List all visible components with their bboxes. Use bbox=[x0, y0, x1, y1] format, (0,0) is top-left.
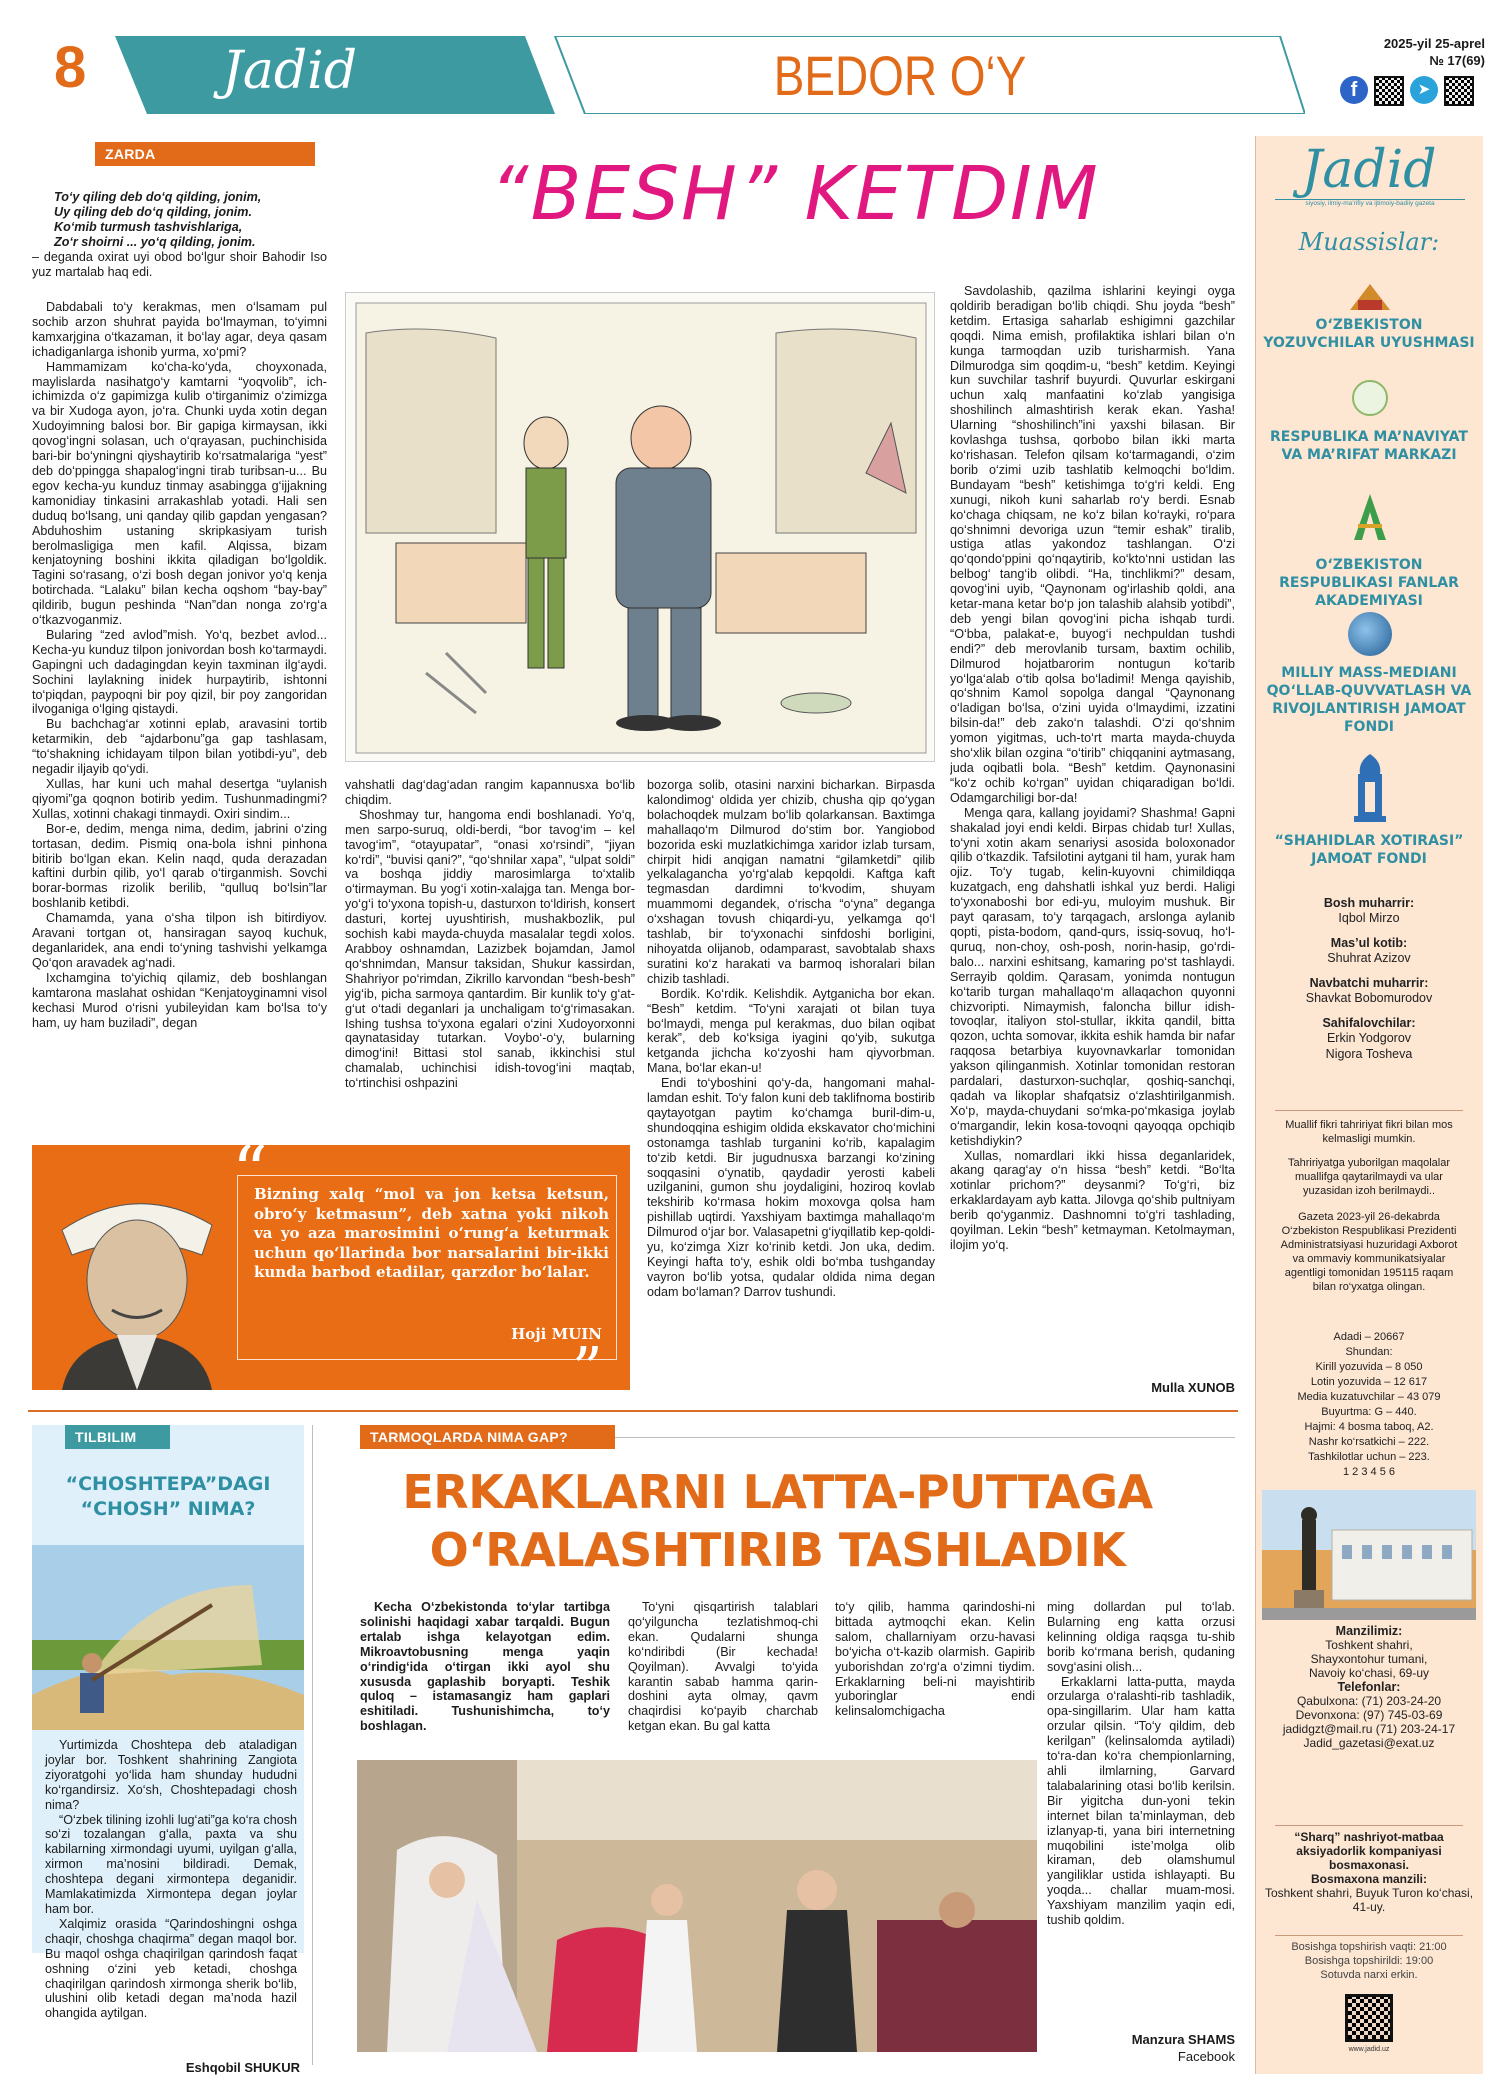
notice-materials: Tahririyatga yuborilgan maqolalar muallifga qaytarilmaydi va ular yuzasidan izoh berilmaydi.. bbox=[1287, 1157, 1451, 1197]
registration-info: Gazeta 2023-yil 26-dekabrda O‘zbekiston Respublikasi Prezidenti Administratsiyasi huzuridagi Axborot va ommaviy kommunikatsiyalar agentligi tomonidan 195115 raqam bilan ro‘yxatga olingan. bbox=[1280, 1211, 1458, 1293]
divider bbox=[615, 1437, 1235, 1438]
header-social-icons bbox=[1340, 76, 1474, 106]
wedding-photo bbox=[357, 1760, 1037, 2052]
qr-code-icon bbox=[1374, 76, 1404, 106]
wheat-photo bbox=[32, 1545, 304, 1730]
quote-open-icon: “ bbox=[232, 1131, 268, 1213]
section-title: BEDOR O‘Y bbox=[773, 44, 1027, 107]
cartoon-illustration bbox=[345, 292, 935, 762]
tarmoq-column-3: to‘y qilib, hamma qarindoshi-ni bittada aytmoqchi ekan. Kelin salom, challarniyam orzu-havasi bo‘yicha o‘t-kazib olarmish. Gapirib yuborishdan zo‘rg‘a o‘zimni tiydim. Erkaklarning beli-ni mayishtirib yuboringlar endi kelinsalomchigacha bbox=[835, 1600, 1035, 1719]
tarmoq-headline: ERKAKLARNI LATTA-PUTTAGA O‘RALASHTIRIB TASHLADIK bbox=[402, 1465, 1153, 1577]
zarda-column-4: Savdolashib, qazilma ishlarini keyingi oyga qoldirib beradigan bo‘lib chiqdi. Shu joyda “besh” ketdim. Ertasiga saharlab eshigimni gazchilar qoqdi. Nima emish, profilaktika ishlari bilan o‘n kunga tarmoqdan uzib turisharmish. Yana Dilmurodga sim qoqdim-u, “besh” ketdim. Keyingi kun suvchilar tashrif buyurdi. Quvurlar eskirgani uchun xalq manfaatini ko‘zlab yangisiga shoshilinch almashtirish kerak ekan. Yasha! Ularning “shoshilinch”ini yaxshi bilasan. Bir kovlashga tushsa, qorbobo bilan ikki marta ko‘rishasan. Telefon qilsam ko‘tarmagandi, o‘zim borib o‘zimi uzib tashlatib kelmoqchi bo‘ldim. Bundayam “besh” ketishimga to‘g‘ri keldi. Eng xunugi, nikoh kuni saharlab ro‘y berdi. Esnab ko‘chaga chiqsam, ne ko‘z bilan ko‘rayki, ro‘para qo‘shnimni devoriga uzun “temir eshak” tiralib, ustiga atlas yakondoz tashlangan. O‘zi qo‘qondo‘ppini qo‘nqaytirib, ko‘kto‘nni ustidan las belbog‘ tang‘ib olibdi. “Ha, tinchlikmi?” desam, qovog‘ini uyib, “Qaynonam og‘irlashib qoldi, ana ketar-mana ketar bo‘p jon talashib alahsib yotibdi”, deb yengi bilan qovog‘ini picha ishqab turdi. “O‘bba, palakat-e, buyog‘i nechpuldan tushdi endi?” deb merovlanib tursam, baxtim ochilib, Dilmurod hojatbarorim nontugun ko‘tarib yo‘lga‘alab o‘tib qolsa bo‘ladimi! Menga qayishib, qo‘shnim Kamol sopolga dangal “Qaynonang o‘ladigan bo‘lsa, o‘zini uyida o‘lmaydimi, izzatini bilsin-da!” deb zako‘n talashdi. O‘zi qo‘shnim yomon yigitmas, uch-to‘rt marta mayda-chuyda sho‘xlik bilan ozgina “o‘tirib” chiqqanini aytmasang, juda oqibatli bola. “Besh” ketdim. Qaynonasini “ko‘z ochib ko‘rgan” uyidan chiqaradigan bo‘ldi. Odamgarchiligi bor-da! Menga qara, kallang joyidami? Shashma! Gapni shakalad joyi endi keldi. Birpas chidab tur! Xullas, to‘yni xotin akam senariysi asosida boloxonador qilib o‘tkazdik. Tafsilotini aytgani til ham, yurak ham ojiz. To‘y tugab, kelin-kuyovni chimildiqqa kuzatgach, eng dahshatli ishkal yuz berdi. Haligi to‘yxonaboshi bor edi-yu, muloyim mushuk. Bir payt qarasam, to‘y tarqagach, arslonga aylanib qopti, pista-bodom, qand-qurs, issiq-sovuq, ho‘l-quruq, non-choy, osh-posh, norin-hasip, go‘rdi-balo... narxini eshitsang, kamaring po‘st tashlaydi. Serrayib qoldim. Qarasam, yonimda nontugun ko‘tarib turgan mahallaqo‘m allaqachon quyonni chizvoripti. Nimaymish, falonchа billur idish-tovoqlar, italiyon stol-stullar, ikkita qandil, bitta qozon, uchta somovar, ikkita eshik hamda bir nafar raqqosa betarbiya kuyovnavkarlar tomonidan yakson qilinganmish. Xotinlar tomonidan restoran pardalari, dasturxon-suchqlar, qoshiq-sanchqi, qadah va likoplar shafqatsiz o‘zlashtirilganmish. Xo‘p, mayda-chuydani so‘mka-po‘mkasiga joylab o‘margandir, lekin kosa-tovoqni qayoqqa opchiqib ketishdiykin? Xullas, nomardlari ikki hissa deganlaridek, akang qarag‘ay o‘n hissa “besh” ketdi. “Bo‘lta xotinlar prichom?” deysanmi? To‘g‘ri, biz erkaklardayam ayb katta. Jilovga qo‘shib pultniyam berib qo‘yganmiz. Dashnomni to‘g‘ri tashlading, qoyilman. Lekin “besh” ketmayman. Ketolmayman, ilojim yo‘q. bbox=[950, 284, 1235, 1252]
sidebar-logo: Jadid bbox=[1301, 140, 1437, 200]
notice-author-opinion: Muallif fikri tahririyat fikri bilan mos kelmasligi mumkin. bbox=[1285, 1119, 1453, 1145]
telegram-icon[interactable]: ➤ bbox=[1410, 76, 1438, 104]
page-number: 8 bbox=[54, 35, 87, 100]
circulation-stats: Adadi – 20667 Shundan: Kirill yozuvida – 8 050 Lotin yozuvida – 12 617 Media kuzatuvchilar – 43 079 Buyurtma: G – 440. Hajmi: 4 bosma taboq, A2. Nashr ko‘rsatkichi – 222. Tashkilotlar uchun – 223. 1 2 3 4 5 6 bbox=[1297, 1331, 1441, 1478]
tilbilim-headline: “CHOSHTEPA”DAGI “CHOSH” NIMA? bbox=[65, 1473, 271, 1520]
printer-block: “Sharq” nashriyot-matbaa aksiyadorlik kompaniyasi bosmaxonasi. Bosmaxona manzili: Toshkent shahri, Buyuk Turon ko‘chasi, 41-uy. bbox=[1264, 1830, 1474, 1914]
section-tag-zarda: ZARDA bbox=[95, 142, 315, 166]
tilbilim-body: Yurtimizda Choshtepa deb ataladigan joylar bor. Toshkent shahrining Zangiota ziyoratgohi yo‘lida ham shunday hududni ko‘rgandirsiz. Xo‘sh, Choshtepadagi chosh nima? “O‘zbek tilining izohli lug‘ati”ga ko‘ra chosh so‘zi tozalangan g‘alla, paxta va shu kabilarning xirmondagi uyumi, uyilgan g‘alla, xirmon ma’nosini bildiradi. Demak, choshtepa degani xirmontepa deganidir. Mamlakatimizda Xirmontepa degan joylar ham bor. Xalqimiz orasida “Qarindoshingni oshga chaqir, choshga chaqirma” degan maqol bor. Bu maqol oshga chaqirilgan qarindosh faqat oshning o‘zini yeb ketadi, choshga chaqirilgan qarindosh xirmonga sherik bo‘lib, ulushini olib ketadi degan ma’noda hazil ohangida aytilgan. bbox=[45, 1738, 297, 2021]
tilbilim-author: Eshqobil SHUKUR bbox=[185, 2060, 300, 2075]
contacts-block: Manzilimiz: Toshkent shahri, Shayxontohur tumani, Navoiy ko‘chasi, 69-uy Telefonlar: Qabulxona: (71) 203-24-20 Devonxona: (97) 745-03-69 jadidgzt@mail.ru (71) 203-24-17 Jadid_gazetasi@exat.uz bbox=[1282, 1624, 1456, 1750]
zarda-column-3: bozorga solib, otasini narxini bicharkan. Birpasda kalondimog‘ oldida yer chizib, chusha qip qo‘ygan bolachoqdek mulzam bo‘lib qolarkansan. Baxtimga mahallaqo‘m Dilmurod do‘stim bor. Yangiobod bozorida eski muzlatkichimga xaridor izlab tursam, chirpit hidi anqigan namatni “gilamketdi” qilib yelkalagancha yo‘rg‘alab kepqoldi. Kaftga kaft tegmasdan dardimni to‘kvodim, shuyam muammomi degandek, o‘rischa “o‘yna” deganga o‘xshagan tovush chiqardi-yu, yelkamga qo‘l tashlab, bir to‘yxonachi sinfdoshi borligini, nihoyatda olijanob, odamparast, savobtalab shaxs suratini ko‘z harakati va barmoq ishoralari bilan chizib tashladi. Bordik. Ko‘rdik. Kelishdik. Aytganicha bor ekan. “Besh” ketdim. “To‘yni xarajati ot bilan tuya bo‘lmaydi, menga pul kerakmas, duo bilan oqibat kerak”, deb ko‘ksiga iyagini qo‘yib, sukutga ketganda jichcha ko‘zyoshi ham qiyvorbman. Mana, bo‘lar ekan-u! Endi to‘yboshini qo‘y-da, hangomani mahal-lamdan eshit. To‘y falon kuni deb taklifnoma bostirib qaytayotgan paytim ko‘chamga buril-dim-u, shundoqqina eshigim oldida ekskavator cho‘michini ostonamga tashlab turganini ko‘rib, kapalagim to‘zib ketdi. Bir jugudnusxa barzangi ko‘zining soqqasini o‘ynatib, qaydadir yerosti kabeli uzilganini, gumon shu joydaligini, hoziroq kovlab tekshirib ko‘rmasa hokim moxovga qolsa ham pishillab uqtirdi. Yaxshiyam baxtimga mahallaqo‘m Dilmurod o‘jar bor. Valasapetni g‘iyqillatib kep-qoldi-yu, ko‘zimga Xizr ko‘rinib ketdi. Jon uka, dedim. Keyingi hafta to‘y, eshik oldi bo‘mba tushganday vayron bo‘lib yotsa, qudalar oldida nima degan odam bo‘laman? Darrov tushundi. bbox=[647, 778, 935, 1299]
qr-code-icon bbox=[1444, 76, 1474, 106]
divider bbox=[1275, 1935, 1463, 1936]
epigraph: To‘y qiling deb do‘q qilding, jonim, Uy qiling deb do‘q qilding, jonim. Ko‘mib turmush tashvishlariga, Zo‘r shoirni ... yo‘q qilding, jonim. bbox=[54, 190, 262, 249]
divider bbox=[1275, 1825, 1463, 1826]
epigraph-note: – deganda oxirat uyi obod bo‘lgur shoir Bahodir Iso yuz martalab haq edi. bbox=[32, 250, 327, 279]
facebook-icon[interactable]: f bbox=[1340, 76, 1368, 104]
founders-label: Muassislar: bbox=[1298, 228, 1440, 256]
issue-number: № 17(69) bbox=[1429, 53, 1485, 68]
divider bbox=[312, 1425, 313, 2065]
office-building-photo bbox=[1262, 1490, 1476, 1620]
zarda-column-2: vahshatli dag‘dag‘adan rangim kapannusxa bo‘lib chiqdim. Shoshmay tur, hangoma endi boshlanadi. Yo‘q, men sarpo-suruq, oldi-berdi, “bor tavog‘im – kel tavog‘im”, “otayupatar”, “onasi xo‘rsindi”, “jiyan ko‘rdi”, “buvisi qani?”, “qo‘shnilar xapa”, “ulpat soldi” va boshqa jiddiy marosimlarga to‘xtalib o‘tirmayman. Bu yog‘i xotin-xalajga tan. Menga bor-yo‘g‘i to‘yxona topish-u, dasturxon to‘ldirish, konsert dasturi, kortej uyushtirish, mushakbozlik, pul sochish kabi mayda-chuyda masalalar tegdi xolos. Arabboy oshnamdan, Lazizbek bojamdan, Jamol qo‘shnimdan, Mansur taksidan, Shukur kassirdan, Shahriyor po‘rimdan, Zikrillo karvondan “besh-besh” yig‘ib, picha sarmoya qantardim. Bir kunlik to‘y g‘at-g‘ut o‘tadi deganlari ja unchaligam to‘g‘rimasakan. Ishing tushsa to‘yxona egalari o‘zini Xudoyorxonni qaynatasiday tutarkan. Voybo‘-o‘y, bularning dimog‘ini! Bittasi stol sanab, ikkinchisi stul chamalab, uchinchisi idish-tovog‘ini maqtab, to‘rtinchisi oshpazini bbox=[345, 778, 635, 1091]
sidebar-tagline: siyosiy, ilmiy-ma’rifiy va ijtimoiy-badiiy gazeta bbox=[1275, 199, 1465, 207]
sidebar bbox=[1255, 136, 1483, 2074]
tarmoq-source: Facebook bbox=[1177, 2049, 1235, 2064]
founder-emblem-icon bbox=[1352, 752, 1388, 824]
zarda-column-1: Dabdabali to‘y kerakmas, men o‘lsamam pul sochib arzon shuhrat payida bo‘lmayman, to‘yimni kamxarjgina o‘tkazaman, it bo‘lay agar, deya qasam ichadiganlarga ishonib yurma, xo‘pmi? Hammamizam ko‘cha-ko‘yda, choyxonada, maylislarda nasihatgo‘y kamtarni “yoqvolib”, ich-ichimizda o‘z gapimizga kulib o‘tirganimiz o‘zimizga va bir Xudoga ayon, jo‘ra. Chunki uyda xotin degan Xudoyimning balosi bor. Bir gapiga kirmaysan, ikki qovog‘ingni solasan, uch o‘qrayasan, puchinchisida bari-bir bo‘yningni qiyshaytirib ko‘rsatmalariga “yest” deb do‘ppingga shapalog‘ingni tirab turibsan-u... Bu egov kecha-yu kunduz tinmay asabingga g‘ijjakning kamonidiay tinkasini arrakashlab yotadi. Hali sen duduq bo‘lsang, uni qanday qilib gapdan yengasan? Abduhoshim ustaning skripkasiyam turish berolmasligiga men kafil. Alqissa, bizam kenjatoyning boshini ikkita qiladigan bo‘lgoldik. Tagini so‘rasang, o‘zi bosh degan jonivor yo‘q kenja botirchada. “Lalaku” bilan kecha oqshom “bay-bay” qildirib, bugun peshinda “Nan”dan nonga zo‘rg‘a o‘tkazvoganmiz. Bularing “zed avlod”mish. Yo‘q, bezbet avlod... Kecha-yu kunduz tilpon jonivordan bosh ko‘tarmaydi. Gapingni uch dadagingdan keyin taxminan ilg‘aydi. Sochini laylakning inidek hurpaytirib, ishtonni to‘piqdan, paypoqni bir poy qizil, bir poy zangoridan ilvoganiga o‘lging qistaydi. Bu bachchag‘ar xotinni eplab, aravasini tortib ketarmikin, deb “ajdarbonu”ga gap tashlasam, “to‘shakning ichidayam tilpon bilan yotibdi-yu”, deb negadir iljayib qo‘ydi. Xullas, har kuni uch mahal desertga “uylanish qiyomi”ga qoqnon botirib yedim. Tushunmadingmi? Xullas, xotinni chakagi tinmaydi. Oxiri sindim... Bor-e, dedim, menga nima, dedim, jabrini o‘zing tortasan, dedim. Pismiq ona-bola ishni pinhona bitirib bo‘lgan ekan. Kelin naqd, quda derazadan kaftini durbin qilib, yo‘l qarab o‘tirganmish. Sovchi borar-bormas rizolik berilib, “qulluq bo‘lsin”lar boshlanib ketibdi. Chamamda, yana o‘sha tilpon ish bitirdiyov. Aravani tortgan ot, hansiragan sayoq kuchuk, deganlaridek, ana endi to‘yning tashvishi yelkamga Qo‘qon aravadek ag‘nadi. Ixchamgina to‘yichiq qilamiz, deb boshlangan kamtarona maslahat oshidan “Kenjatoyginamni visol kechasi Murod o‘risni yubileyidan kam bo‘lsa to‘y ham, uy ham buziladi”, degan bbox=[32, 300, 327, 1030]
website-caption[interactable]: www.jadid.uz bbox=[1348, 2046, 1390, 2053]
founder-5: “SHAHIDLAR XOTIRASI” JAMOAT FONDI bbox=[1274, 833, 1464, 867]
founder-emblem-icon bbox=[1350, 492, 1390, 542]
founder-1: O‘ZBEKISTON YOZUVCHILAR UYUSHMASI bbox=[1263, 317, 1475, 351]
founder-emblem-icon bbox=[1348, 282, 1392, 312]
divider bbox=[28, 1410, 1238, 1412]
tarmoq-column-2: To‘yni qisqartirish talablari qo‘yilguncha tezlatishmoq-chi ekan. Qudalarni shunga ko‘ndiribdi (Bir kechada! Qoyilman). Avvalgi to‘yida karantin sabab hamma qarin-doshini ayta olmay, qavm chaqirdisi ko‘payib charchab ketgan ekan. Bu gal katta bbox=[628, 1600, 818, 1734]
issue-date: 2025-yil 25-aprel bbox=[1383, 36, 1485, 51]
print-times: Bosishga topshirish vaqti: 21:00 Bosishga topshirildi: 19:00 Sotuvda narxi erkin. bbox=[1291, 1941, 1447, 1981]
divider bbox=[1275, 1110, 1463, 1111]
tarmoq-column-4: ming dollardan pul to‘lab. Bularning eng katta orzusi kelinning oldiga raqsga tu-shib borib ko‘rmana berish, qudaning sovg‘asini olish... Erkaklarni latta-putta, mayda orzularga o‘ralashti-rib tashladik, opa-singillarim. Ular ham katta orzular qilsin. “To‘y qildim, deb kerilgan” (kelinsalomda aytiladi) to‘ra-dan ko‘ra chempionlarning, ahli ilmlarning, Garvard talabalarining otasi bo‘lib kerilsin. Bir yigitcha dun-yoni tekin internet bilan ta’minlayman, deb izlanyap-ti, yana biri internetning muqobilini iste’molga olib kiraman, deb olamshumul yangiliklar ustida ishlayapti. Bu yoqda... challar muam-mosi. Yaxshiyam manzilim yaqin edi, tushib qoldim. bbox=[1047, 1600, 1235, 1928]
founder-4: MILLIY MASS-MEDIANI QO‘LLAB-QUVVATLASH VA RIVOJLANTIRISH JAMOAT FONDI bbox=[1266, 665, 1472, 735]
founder-3: O‘ZBEKISTON RESPUBLIKASI FANLAR AKADEMIYASI bbox=[1279, 557, 1459, 609]
founder-emblem-icon bbox=[1348, 612, 1392, 656]
quote-text: Bizning xalq “mol va jon ketsa ketsun, obro‘y ketmasun”, deb xatna yoki nikoh va yo aza marosimini o‘rung‘a keturmak uchun qo‘llarinda bor narsalarini bir-ikki kunda barbod etadilar, qarzdor bo‘lalar. bbox=[254, 1185, 609, 1281]
staff-block: Bosh muharrir: Iqbol Mirzo Mas’ul kotib: Shuhrat Azizov Navbatchi muharrir: Shavkat Bobomurodov Sahifalovchilar: Erkin Yodgorov Nigora Tosheva bbox=[1305, 896, 1433, 1061]
tarmoq-author: Manzura SHAMS bbox=[1131, 2032, 1235, 2047]
founder-emblem-icon bbox=[1352, 380, 1388, 416]
portrait bbox=[32, 1160, 242, 1390]
article-headline: “BESH” KETDIM bbox=[490, 151, 1100, 237]
masthead-logo: Jadid bbox=[222, 41, 358, 101]
article-author: Mulla XUNOB bbox=[1151, 1380, 1235, 1395]
quote-close-icon: ” bbox=[572, 1335, 603, 1405]
section-tag-tilbilim: TILBILIM bbox=[65, 1425, 170, 1449]
tarmoq-lead: Kecha O‘zbekistonda to‘ylar tartibga solinishi haqidagi xabar tarqaldi. Bugun ertalab ishga kelayotgan edim. Mikroavtobusning menga yaqin o‘rindig‘ida o‘tirgan ikki ayol shu xususda gaplashib boryapti. Teshik quloq – istamasangiz ham gaplari eshitiladi. Tushunishimcha, to‘y boshlagan. bbox=[360, 1600, 610, 1734]
quote-box bbox=[32, 1131, 630, 1405]
founder-2: RESPUBLIKA MA’NAVIYAT VA MA’RIFAT MARKAZI bbox=[1270, 429, 1468, 463]
section-tag-tarmoqlarda: TARMOQLARDA NIMA GAP? bbox=[360, 1425, 615, 1449]
qr-code-icon bbox=[1345, 1994, 1393, 2042]
quote-author: Hoji MUIN bbox=[511, 1325, 602, 1343]
